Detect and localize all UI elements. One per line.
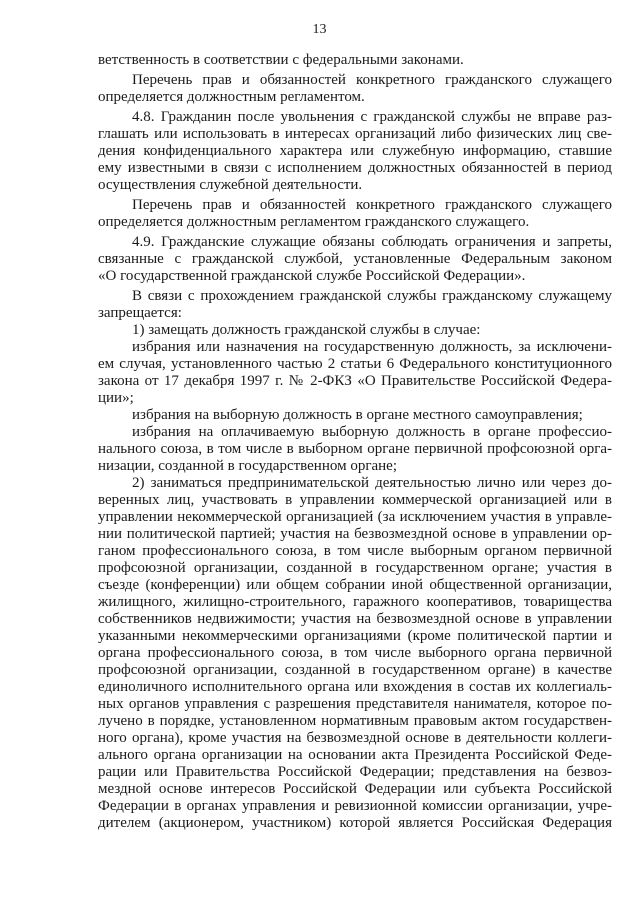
text-line: лучено в порядке, установленном нормативным правовым актом государствен-: [98, 713, 612, 729]
text-line: избрания или назначения на государственную должность, за исключени-: [132, 339, 612, 355]
text-line: определяется должностным регламентом гражданского служащего.: [98, 214, 530, 230]
text-line: связанные с гражданской службой, установленные Федеральным законом: [98, 251, 612, 267]
text-line: дения конфиденциального характера или служебную информацию, ставшие: [98, 143, 612, 159]
text-line: запрещается:: [98, 305, 182, 321]
text-line: избрания на оплачиваемую выборную должность в органе профессио-: [132, 424, 612, 440]
text-line: профсоюзной организации, созданной в государственном органе) в качестве: [98, 662, 612, 678]
text-line: 2) заниматься предпринимательской деятельностью лично или через до-: [132, 475, 612, 491]
text-line: жилищного, жилищно-строительного, гаражного кооперативов, товарищества: [98, 594, 612, 610]
text-line: рации или Правительства Российской Федерации; представления на безвоз-: [98, 764, 612, 780]
text-line: ции»;: [98, 390, 134, 406]
text-line: «О государственной гражданской службе Российской Федерации».: [98, 268, 526, 284]
text-line: Федерации в органах управления и ревизионной комиссии организации, учре-: [98, 798, 612, 814]
text-line: Перечень прав и обязанностей конкретного гражданского служащего: [132, 72, 612, 88]
text-line: мездной основе интересов Российской Федерации или субъекта Российской: [98, 781, 612, 797]
text-line: глашать или использовать в интересах организаций либо физических лиц све-: [98, 126, 612, 142]
text-line: низации, созданной в государственном органе;: [98, 458, 397, 474]
text-line: съезде (конференции) или общем собрании иной общественной организации,: [98, 577, 612, 593]
text-line: единоличного исполнительного органа или вхождения в состав их коллегиаль-: [98, 679, 612, 695]
text-line: органа профессионального союза, в том числе выборного органа первичной: [98, 645, 612, 661]
text-line: ального органа организации на основании акта Президента Российской Феде-: [98, 747, 612, 763]
document-body: [98, 52, 612, 832]
text-line: дителем (акционером, участником) которой является Российская Федерация: [98, 815, 612, 831]
text-line: закона от 17 декабря 1997 г. № 2-ФКЗ «О Правительстве Российской Федера-: [98, 373, 612, 389]
text-line: 1) замещать должность гражданской службы в случае:: [132, 322, 481, 338]
text-line: ем случая, установленного частью 2 статьи 6 Федерального конституционного: [98, 356, 612, 372]
text-line: нии политической партией; участия на безвозмездной основе в управлении ор-: [98, 526, 612, 542]
page-number: 13: [312, 22, 327, 37]
text-line: ему известными в связи с исполнением должностных обязанностей в период: [98, 160, 612, 176]
text-line: определяется должностным регламентом.: [98, 89, 365, 105]
text-line: веренных лиц, участвовать в управлении коммерческой организацией или в: [98, 492, 612, 508]
text-line: Перечень прав и обязанностей конкретного гражданского служащего: [132, 197, 612, 213]
text-line: ветственность в соответствии с федеральными законами.: [98, 52, 464, 68]
text-line: нального союза, в том числе в выборном органе первичной профсоюзной орга-: [98, 441, 612, 457]
text-line: профсоюзной организации, созданной в государственном органе; участия в: [98, 560, 612, 576]
text-line: собственников недвижимости; участия на безвозмездной основе в управлении: [98, 611, 612, 627]
text-line: ного органа), кроме участия на безвозмездной основе в деятельности коллеги-: [98, 730, 612, 746]
text-line: осуществления служебной деятельности.: [98, 177, 363, 193]
text-line: ганом профессионального союза, в том числе выборным органом первичной: [98, 543, 612, 559]
text-line: избрания на выборную должность в органе местного самоуправления;: [132, 407, 583, 423]
text-line: указанными некоммерческими организациями (кроме политической партии и: [98, 628, 612, 644]
text-line: В связи с прохождением гражданской службы гражданскому служащему: [132, 288, 612, 304]
text-line: 4.9. Гражданские служащие обязаны соблюдать ограничения и запреты,: [132, 234, 612, 250]
text-line: управлении некоммерческой организацией (за исключением участия в управле-: [98, 509, 612, 525]
text-line: 4.8. Гражданин после увольнения с гражданской службы не вправе раз-: [132, 109, 612, 125]
text-line: ных органов управления с разрешения представителя нанимателя, которое по-: [98, 696, 612, 712]
